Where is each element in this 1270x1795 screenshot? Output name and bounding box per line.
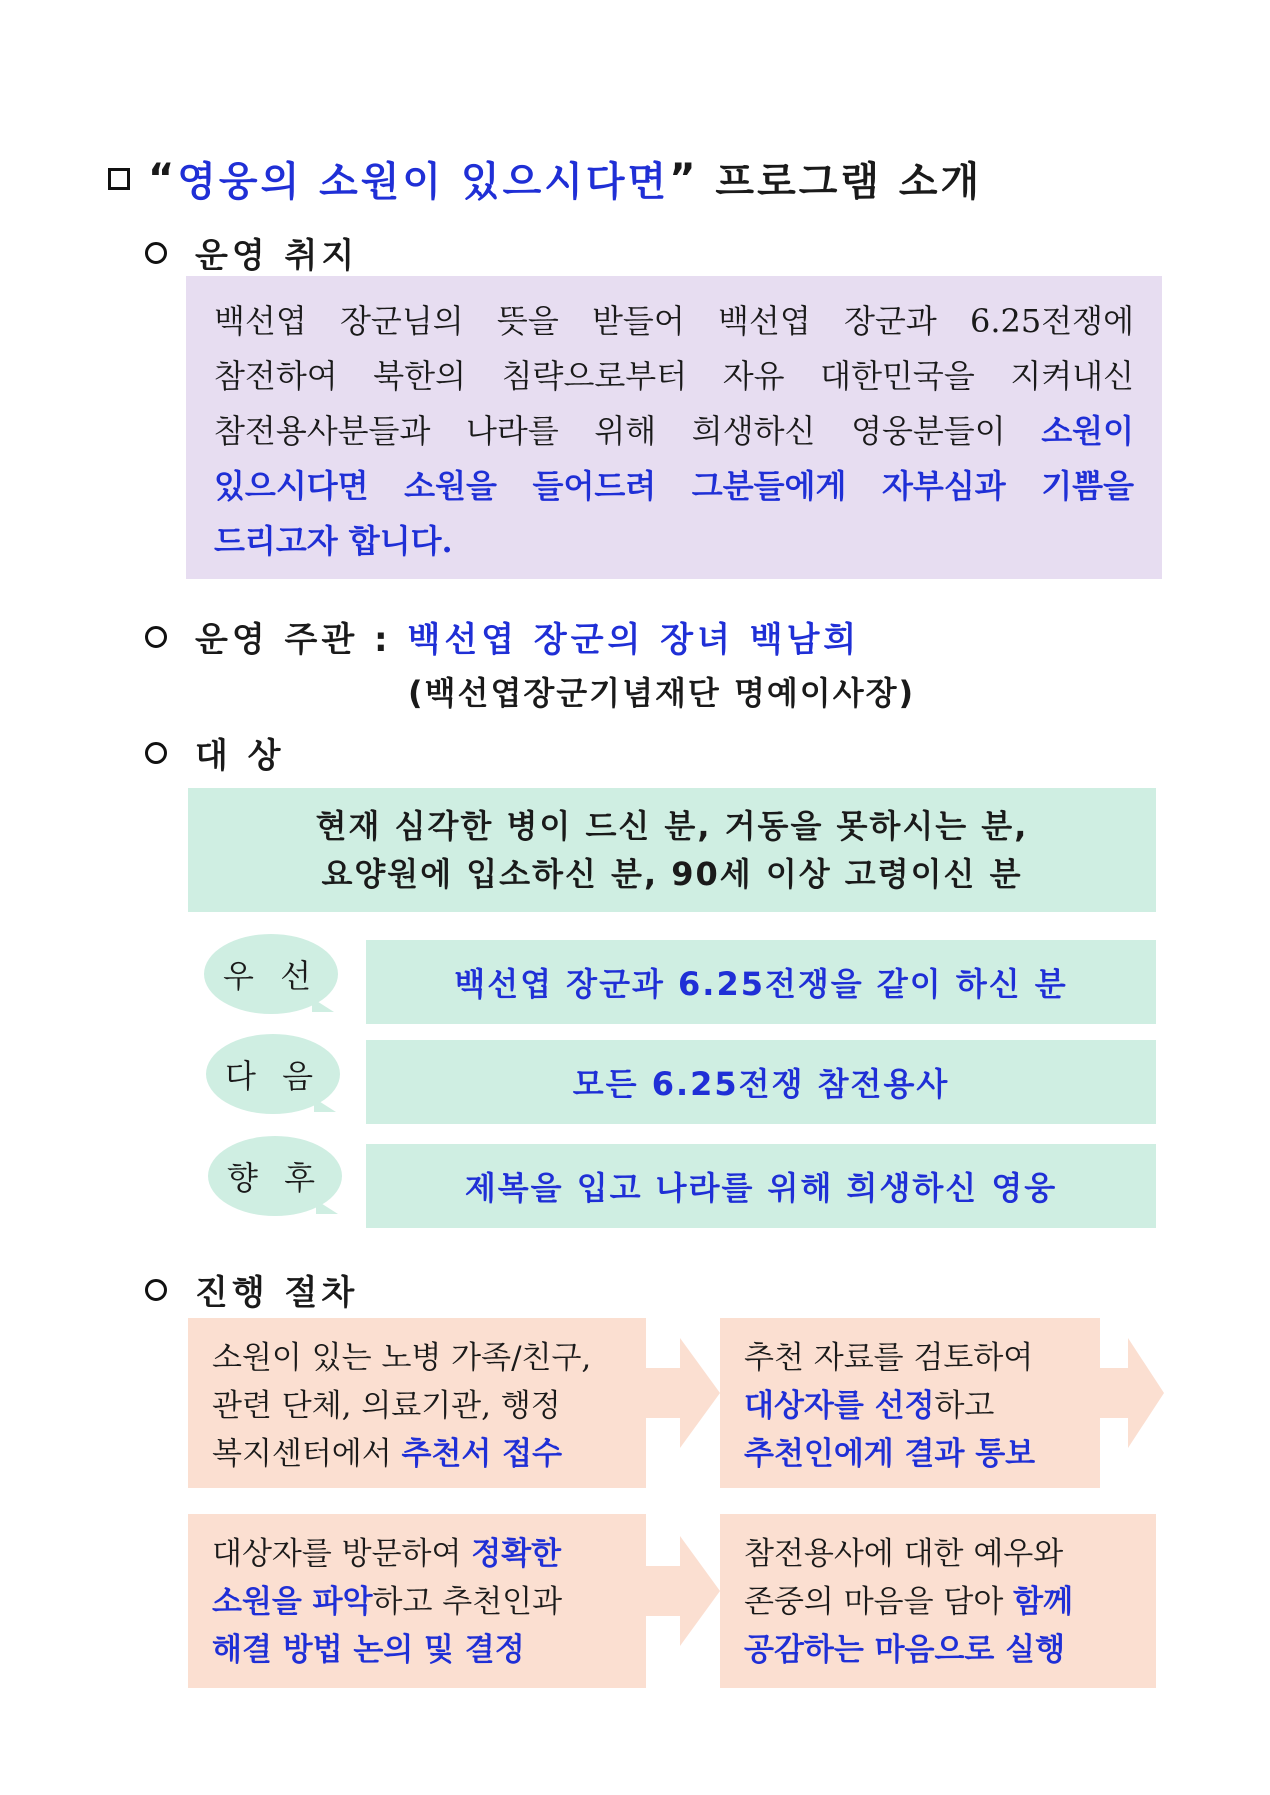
priority-label-future: 향 후 — [208, 1136, 342, 1216]
priority-label-first: 우 선 — [204, 934, 338, 1014]
circle-bullet-icon — [145, 626, 167, 648]
target-heading-text: 대 상 — [195, 736, 285, 776]
procedure-heading-text: 진행 절차 — [195, 1273, 359, 1313]
step3-line-2-bold: 소원을 파악 — [212, 1584, 373, 1620]
step1-line-3-bold: 추천서 접수 — [401, 1436, 563, 1472]
procedure-step-2 — [720, 1318, 1100, 1488]
title-program-name: 영웅의 소원이 있으시다면 — [177, 159, 670, 205]
step4-line-1: 참전용사에 대한 예우와 — [744, 1536, 1064, 1572]
step2-line-2 — [744, 1382, 1076, 1430]
step3-line-2-plain: 하고 추천인과 — [372, 1584, 563, 1620]
procedure-step-1 — [188, 1318, 646, 1488]
purpose-line-1: 백선엽 장군님의 뜻을 받들어 백선엽 장군과 6.25전쟁에 — [214, 302, 1134, 340]
step3-line-1-bold: 정확한 — [471, 1536, 562, 1572]
purpose-line-3-plain: 참전용사분들과 나라를 위해 희생하신 영웅분들이 — [214, 412, 1042, 450]
checkbox-icon — [108, 168, 130, 190]
step2-line-2-bold: 대상자를 선정 — [744, 1388, 935, 1424]
host-name: 백선엽 장군의 장녀 백남희 — [407, 620, 861, 660]
step2-line-3: 추천인에게 결과 통보 — [744, 1436, 1036, 1472]
priority-text-future: 제복을 입고 나라를 위해 희생하신 영웅 — [366, 1144, 1156, 1228]
circle-bullet-icon — [145, 742, 167, 764]
title-quote-open: “ — [148, 155, 178, 202]
arrow-right-icon — [640, 1338, 720, 1448]
step2-line-2-plain: 하고 — [934, 1388, 995, 1424]
purpose-line-3 — [214, 404, 1134, 459]
step4-line-2-plain: 존중의 마음을 담아 — [744, 1584, 1014, 1620]
page-title — [108, 150, 982, 207]
step1-line-1: 소원이 있는 노병 가족/친구, — [212, 1340, 592, 1376]
section-target-heading — [145, 728, 285, 777]
arrow-right-icon — [640, 1536, 720, 1646]
host-heading-text: 운영 주관 : — [195, 620, 408, 660]
title-rest: 프로그램 소개 — [698, 159, 983, 205]
step3-line-3: 해결 방법 논의 및 결정 — [212, 1632, 525, 1668]
step2-line-1: 추천 자료를 검토하여 — [744, 1340, 1034, 1376]
purpose-box — [186, 276, 1162, 579]
section-procedure-heading — [145, 1265, 358, 1314]
step4-line-3: 공감하는 마음으로 실행 — [744, 1632, 1066, 1668]
purpose-line-4: 있으시다면 소원을 들어드려 그분들에게 자부심과 기쁨을 — [214, 467, 1134, 505]
priority-label-next: 다 음 — [206, 1034, 340, 1114]
section-host-heading — [145, 612, 860, 661]
target-line-1: 현재 심각한 병이 드신 분, 거동을 못하시는 분, — [315, 807, 1029, 845]
step1-line-3 — [212, 1430, 622, 1478]
step1-line-3-plain: 복지센터에서 — [212, 1436, 402, 1472]
procedure-step-3 — [188, 1514, 646, 1688]
step3-line-1 — [212, 1530, 622, 1578]
priority-text-next: 모든 6.25전쟁 참전용사 — [366, 1040, 1156, 1124]
step1-line-2: 관련 단체, 의료기관, 행정 — [212, 1388, 561, 1424]
priority-text-first: 백선엽 장군과 6.25전쟁을 같이 하신 분 — [366, 940, 1156, 1024]
target-box — [188, 788, 1156, 912]
title-quote-close: ” — [669, 155, 699, 202]
step3-line-2 — [212, 1578, 622, 1626]
circle-bullet-icon — [145, 1279, 167, 1301]
section-purpose-heading — [145, 228, 358, 277]
circle-bullet-icon — [145, 242, 167, 264]
target-line-2: 요양원에 입소하신 분, 90세 이상 고령이신 분 — [321, 855, 1023, 893]
purpose-line-5: 드리고자 합니다. — [214, 522, 453, 560]
purpose-line-2: 참전하여 북한의 침략으로부터 자유 대한민국을 지켜내신 — [214, 357, 1134, 395]
procedure-step-4 — [720, 1514, 1156, 1688]
step3-line-1-plain: 대상자를 방문하여 — [212, 1536, 472, 1572]
arrow-right-icon — [1098, 1338, 1164, 1448]
purpose-heading-text: 운영 취지 — [195, 236, 359, 276]
purpose-line-3-bold: 소원이 — [1041, 412, 1134, 450]
step4-line-2-bold: 함께 — [1013, 1584, 1074, 1620]
step4-line-2 — [744, 1578, 1132, 1626]
host-subtitle: (백선엽장군기념재단 명예이사장) — [408, 674, 916, 712]
